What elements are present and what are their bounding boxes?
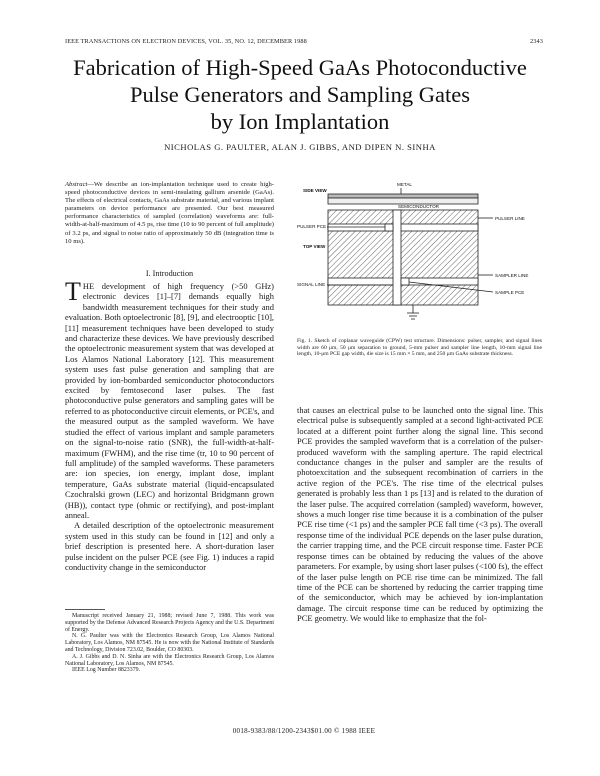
- title-line-1: Fabrication of High-Speed GaAs Photoconductive: [73, 55, 527, 80]
- footnote-log-number: IEEE Log Number 8823379.: [72, 667, 141, 674]
- footnote-gibbs-sinha: A. J. Gibbs and D. N. Sinha are with the Electronics Research Group, Los Alamos National Laboratory, Los Alamos, NM 87545.: [65, 653, 274, 667]
- right-column-text: [297, 405, 543, 624]
- intro-paragraph-2: A detailed description of the optoelectronic measurement system used in this study can be found in [12] and only a brief description is presented here. A short-duration laser pulse incident on the pulser PCE (see Fig. 1) induces a rapid conductivity change in the semiconductor: [65, 520, 274, 572]
- footnotes: [65, 613, 274, 674]
- paper-title: [40, 54, 560, 135]
- right-column-paragraph: that causes an electrical pulse to be launched onto the signal line. This electrical pulse is subsequently sampled at a second light-activated PCE located at a different point further along the signal line. This second PCE provides the sampled waveform that is a correlation of the pulser-produced waveform with the sampling aperture. The rapid electrical conductance changes in the pulser and sampler are the results of photoexcitation and the subsequent recombination of carriers in the active region of the PCE's. The rise time of the electrical pulses generated is probably less than 1 ps [13] and is related to the duration of the laser pulse. The acquired correlation (sampled) waveform, however, shows a much longer rise time because it is a combination of the pulser PCE rise time (<1 ps) and the sampler PCE fall time (<3 ps). The overall response time of the individual PCE depends on the laser pulse duration, the carrier trapping time, and the PCE circuit response time. Faster PCE response times can be obtained by reducing the values of the above parameters. For example, by using short laser pulses (<100 fs), the effect of the laser pulse length on PCE rise time can be minimized. The fall time of the PCE can be shortened by reducing the carrier trapping time of the semiconductor, which may be achieved by ion-implantation damage. The circuit response time can be reduced by optimizing the PCE geometry. We would like to emphasize that the fol-: [297, 405, 543, 624]
- label-metal: METAL: [397, 182, 412, 187]
- running-header: IEEE TRANSACTIONS ON ELECTRON DEVICES, VOL. 35, NO. 12, DECEMBER 1988: [65, 38, 307, 45]
- label-pulser-pce: PULSER PCE: [297, 224, 327, 229]
- abstract-text: —We describe an ion-implantation technique used to create high-speed photoconductive devices in semi-insulating gallium arsenide (GaAs). The effects of electrical contacts, GaAs substrate material, and various implant parameters on device performance are presented. Our best measured performance characteristics of sampled (correlation) waveforms are: full-width-at-half-maximum of 4.5 ps, rise time (10 to 90 percent of full amplitude) of 3.2 ps, and signal to noise ratio of approximately 50 dB (integration time is 10 ms).: [65, 181, 274, 245]
- label-semiconductor: SEMICONDUCTOR: [398, 204, 440, 209]
- copyright-footer: 0018-9383/88/1200-2343$01.00 © 1988 IEEE: [232, 727, 376, 735]
- label-signal-line: SIGNAL LINE: [297, 282, 326, 287]
- footnote-rule: [65, 609, 105, 610]
- pulser-line-trace: [328, 224, 478, 231]
- figure-1-caption: Fig. 1. Sketch of coplanar waveguide (CPW) test structure. Dimensions: pulser, sampler, and signal lines width are 60 μm, 50 μm separation to ground, 5-mm pulser and sampler line length, 10-mm signal line length, 10-μm PCE gap width, die size is 15 mm × 5 mm, and 250 μm GaAs substrate thickness.: [297, 338, 542, 358]
- label-pulser-line: PULSER LINE: [495, 216, 525, 221]
- title-line-2: Pulse Generators and Sampling Gates: [130, 82, 470, 107]
- pulser-pce-gap: [385, 224, 393, 231]
- abstract-label: Abstract: [65, 181, 88, 188]
- intro-paragraph-1: THE development of high frequency (>50 GHz) electronic devices [1]–[7] demands equally high bandwidth measurement techniques for their study and evaluation. Both optoelectronic [8], [9], and electrooptic [10], [11] measurement techniques have been developed to study and characterize these devices. We have previously described the optoelectronic measurement system that was developed at Los Alamos National Laboratory [12]. This measurement system uses fast pulse generation and sampling that are provided by ion-bombarded semiconductor photoconductors excited by femtosecond laser pulses. The fast photoconductive pulse generators and sampling gates will be referred to as photoconductive circuit elements, or PCE's, and the measured output as the sampled waveform. We have studied the effect of various implant and sample parameters on the signal-to-noise ratio (SNR), the full-width-at-half-maximum (FWHM), and the rise time (tr, 10 to 90 percent of full amplitude) of the sampled waveforms. These parameters are: ion species, ion energy, implant dose, implant temperature, GaAs substrate material (liquid-encapsulated Czochralski grown (LEC) and horizontal Bridgmann grown (HB)), contact type (ohmic or rectifying), and post-implant anneal.: [65, 277, 274, 520]
- label-sample-pce: SAMPLE PCE: [495, 290, 525, 295]
- footnote-paulter: N. G. Paulter was with the Electronics Research Group, Los Alamos National Laboratory, Los Alamos, NM 87545. He is now with the National Institute of Standards and Technology, Division 723.02, Boulder, CO 80303.: [65, 633, 274, 653]
- side-view-metal-layer: [328, 194, 478, 198]
- section-heading-introduction: I. Introduction: [145, 269, 194, 278]
- abstract: [65, 181, 274, 246]
- sampler-pce-gap: [401, 278, 409, 285]
- title-line-3: by Ion Implantation: [210, 109, 390, 134]
- label-side-view: SIDE VIEW: [303, 188, 327, 193]
- drop-cap: T: [65, 277, 81, 306]
- label-top-view: TOP VIEW: [303, 244, 326, 249]
- intro-text: [65, 277, 274, 572]
- figure-1-diagram: [293, 180, 543, 332]
- signal-line-trace: [393, 210, 401, 305]
- footnote-received: Manuscript received January 21, 1988; revised June 7, 1988. This work was supported by the Defense Advanced Research Projects Agency and the U.S. Department of Energy.: [65, 613, 274, 633]
- author-list: NICHOLAS G. PAULTER, ALAN J. GIBBS, AND DIPEN N. SINHA: [164, 142, 436, 152]
- page-number: 2343: [530, 38, 543, 45]
- label-sampler-line: SAMPLER LINE: [495, 273, 529, 278]
